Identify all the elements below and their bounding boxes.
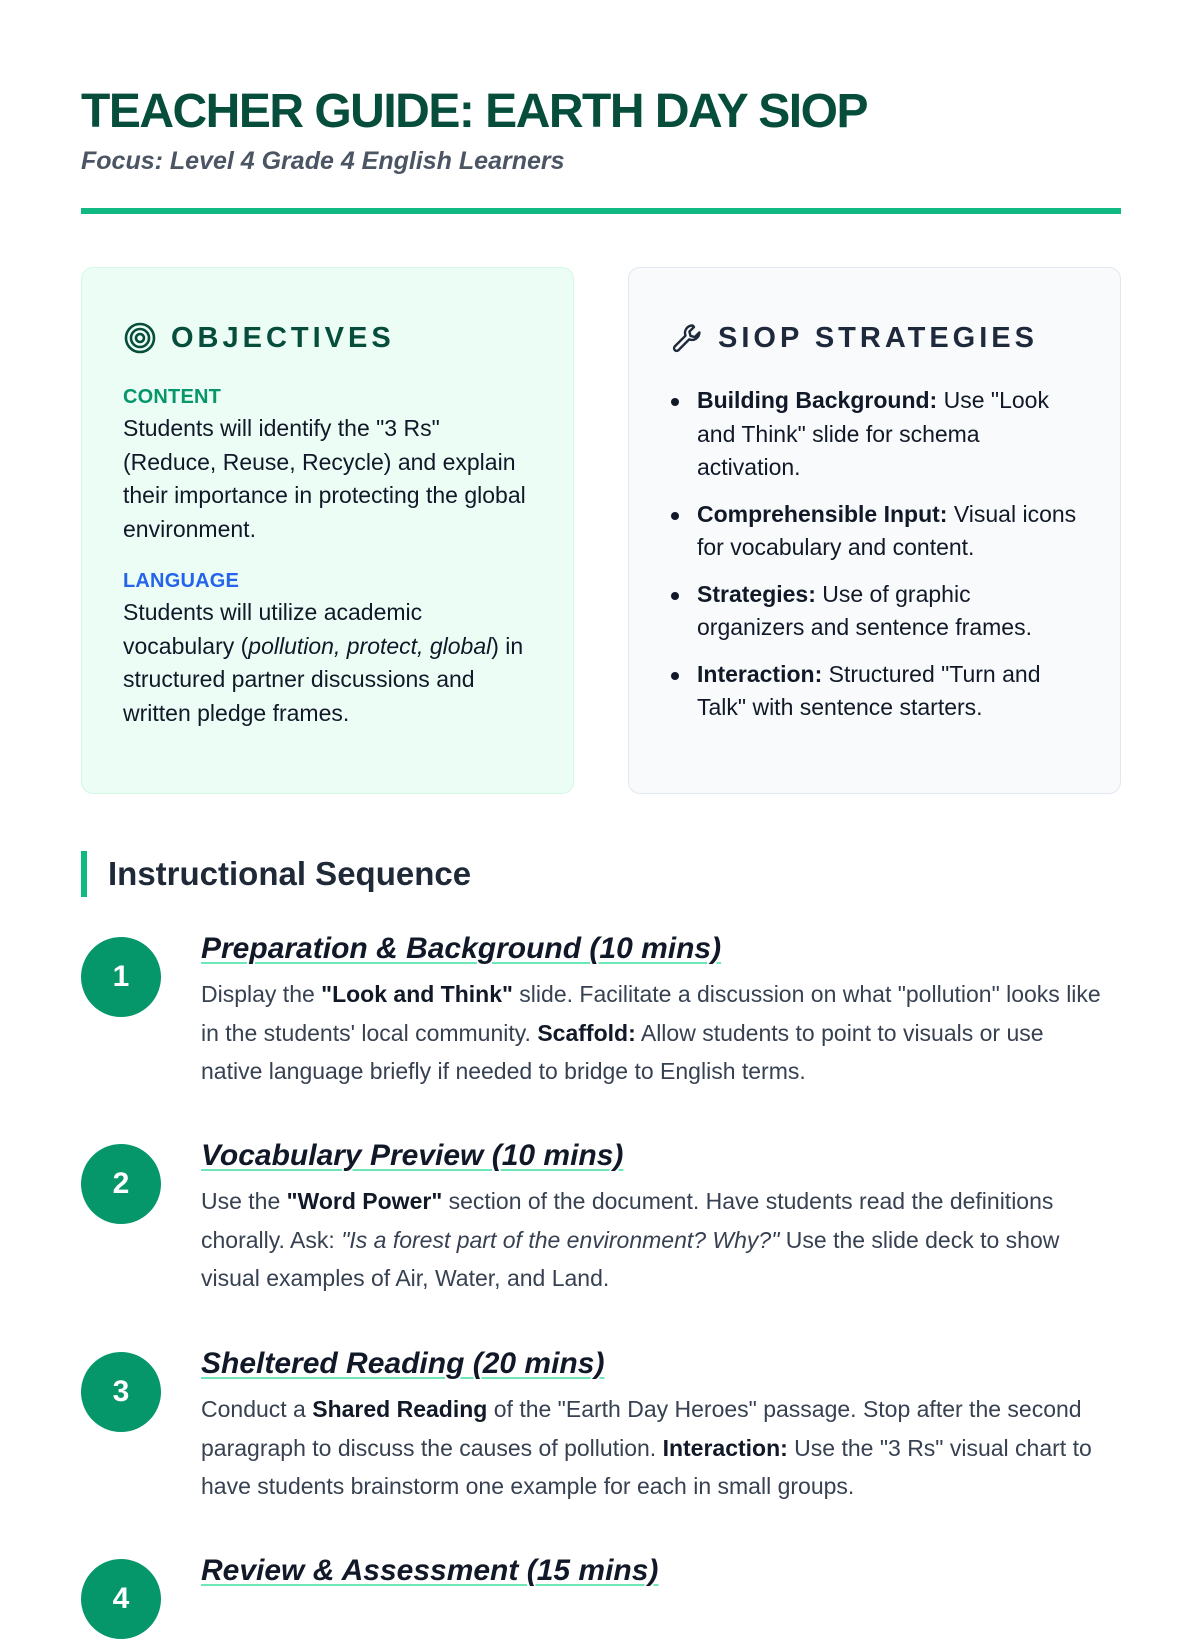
page-title: TEACHER GUIDE: EARTH DAY SIOP — [81, 85, 867, 138]
content-objective-text: Students will identify the "3 Rs" (Reduce, Reuse, Recycle) and explain their importance in protecting the global environment. — [123, 415, 526, 542]
step-title: Review & Assessment (15 mins) — [201, 1554, 659, 1587]
list-item: Comprehensible Input: Visual icons for vocabulary and content. — [670, 498, 1080, 565]
step-body — [201, 1344, 1101, 1506]
section-accent-bar — [81, 851, 87, 897]
step-number-badge: 1 — [81, 937, 161, 1017]
objectives-card — [81, 267, 574, 794]
step-title: Vocabulary Preview (10 mins) — [201, 1139, 624, 1172]
step-title: Preparation & Background (10 mins) — [201, 932, 722, 965]
step-description: Display the "Look and Think" slide. Facilitate a discussion on what "pollution" looks like in the students' local community. Scaffold: Allow students to point to visuals or use native language briefly if needed to bridge to English terms. — [201, 981, 1101, 1084]
step-title: Sheltered Reading (20 mins) — [201, 1347, 605, 1380]
siop-header — [670, 316, 1080, 360]
wrench-icon — [670, 321, 704, 355]
language-objective-text: Students will utilize academic vocabulary (pollution, protect, global) in structured partner discussions and written pledge frames. — [123, 599, 524, 726]
language-objective-label: LANGUAGE — [123, 570, 240, 592]
instructional-sequence-header — [81, 851, 471, 897]
list-item: Interaction: Structured "Turn and Talk" with sentence starters. — [670, 658, 1080, 725]
step-body — [201, 1551, 1101, 1591]
header-divider — [81, 208, 1121, 214]
objectives-header — [123, 316, 533, 360]
target-icon — [123, 321, 157, 355]
siop-list — [670, 384, 1080, 725]
step-number-badge: 2 — [81, 1144, 161, 1224]
content-objective-label: CONTENT — [123, 386, 222, 408]
section-heading: Instructional Sequence — [108, 855, 472, 892]
step-description: Conduct a Shared Reading of the "Earth Day Heroes" passage. Stop after the second paragraph to discuss the causes of pollution. Interaction: Use the "3 Rs" visual chart to have students brainstorm one example for each in small groups. — [201, 1396, 1092, 1499]
list-item: Building Background: Use "Look and Think" slide for schema activation. — [670, 384, 1080, 485]
page-subtitle: Focus: Level 4 Grade 4 English Learners — [81, 147, 565, 175]
step-description: Use the "Word Power" section of the document. Have students read the definitions chorally. Ask: "Is a forest part of the environment? Why?" Use the slide deck to show visual examples of Air, Water, and Land. — [201, 1188, 1060, 1291]
vocabulary-terms: pollution, protect, global — [248, 632, 492, 659]
step-number-badge: 4 — [81, 1559, 161, 1639]
siop-heading: SIOP STRATEGIES — [718, 322, 1038, 354]
step-body — [201, 1136, 1101, 1298]
siop-strategies-card — [628, 267, 1121, 794]
step-number-badge: 3 — [81, 1352, 161, 1432]
step-body — [201, 929, 1101, 1091]
objectives-heading: OBJECTIVES — [171, 322, 395, 354]
list-item: Strategies: Use of graphic organizers and sentence frames. — [670, 578, 1080, 645]
